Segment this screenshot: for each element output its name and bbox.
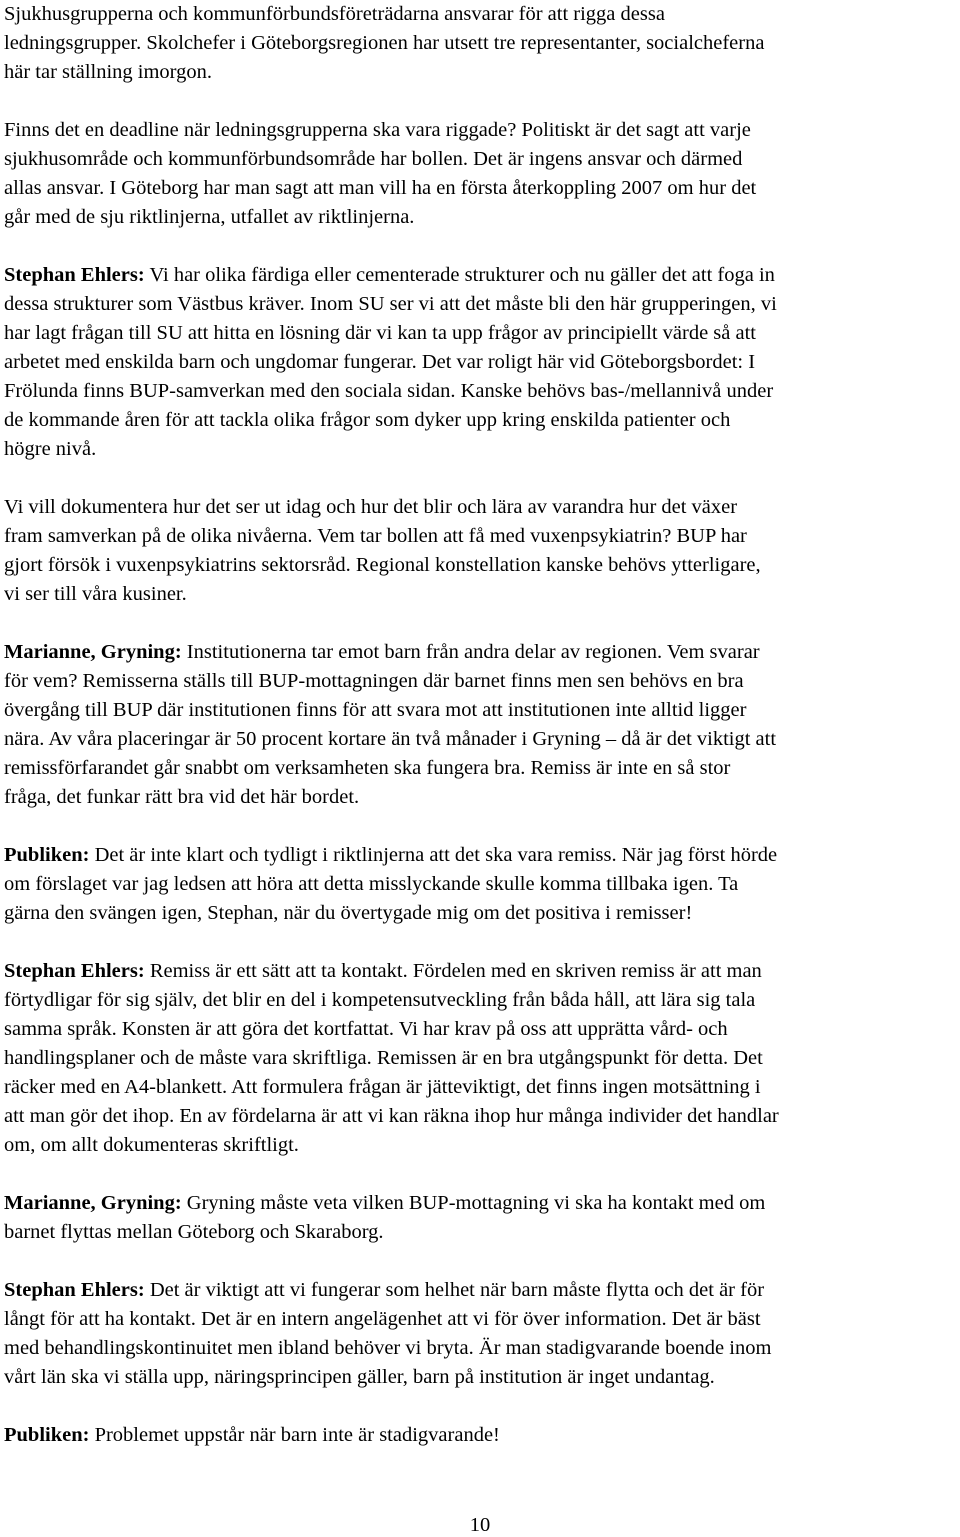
paragraph-speaker: Stephan Ehlers:	[4, 264, 145, 286]
paragraph-speaker: Publiken:	[4, 844, 90, 866]
paragraph-text: Finns det en deadline när ledningsgrupperna ska vara riggade? Politiskt är det sagt att varje sjukhusområde och kommunförbundsområde har bollen. Det är ingens ansvar och därmed allas ansvar. I Göteborg har man sagt att man vill ha en första återkoppling 2007 om hur det går med de sju riktlinjerna, utfallet av riktlinjerna.	[4, 119, 757, 228]
paragraph	[4, 957, 954, 1160]
paragraph-speaker: Stephan Ehlers:	[4, 1279, 145, 1301]
page-number: 10	[469, 1514, 491, 1536]
paragraph	[4, 493, 954, 609]
paragraph	[4, 0, 954, 87]
paragraph	[4, 1189, 954, 1247]
paragraph-text: Vi har olika färdiga eller cementerade strukturer och nu gäller det att foga in dessa strukturer som Västbus kräver. Inom SU ser vi att det måste bli den här grupperingen, vi har lagt frågan till SU att hitta en lösning där vi kan ta upp frågor av principiellt värde så att arbetet med enskilda barn och ungdomar fungerar. Det var roligt här vid Göteborgsbordet: I Frölunda finns BUP-samverkan med den sociala sidan. Kanske behövs bas-/mellannivå under de kommande åren för att tackla olika frågor som dyker upp kring enskilda patienter och högre nivå.	[4, 264, 777, 460]
paragraph	[4, 116, 954, 232]
paragraph-speaker: Stephan Ehlers:	[4, 960, 145, 982]
paragraph-text: Det är viktigt att vi fungerar som helhet när barn måste flytta och det är för långt för att ha kontakt. Det är en intern angelägenhet att vi för över information. Det är bäst med behandlingskontinuitet men ibland behöver vi bryta. Är man stadigvarande boende inom vårt län ska vi ställa upp, näringsprincipen gäller, barn på institution är inget undantag.	[4, 1279, 772, 1388]
paragraph-text: Vi vill dokumentera hur det ser ut idag och hur det blir och lära av varandra hur det växer fram samverkan på de olika nivåerna. Vem tar bollen att få med vuxenpsykiatrin? BUP har gjort försök i vuxenpsykiatrins sektorsråd. Regional konstellation kanske behövs ytterligare, vi ser till våra kusiner.	[4, 496, 761, 605]
paragraph-text: Problemet uppstår när barn inte är stadigvarande!	[89, 1424, 500, 1446]
paragraph	[4, 1276, 954, 1392]
paragraph-speaker: Marianne, Gryning:	[4, 1192, 182, 1214]
paragraph-text: Det är inte klart och tydligt i riktlinjerna att det ska vara remiss. När jag först hörde om förslaget var jag ledsen att höra att detta misslyckande skulle komma tillbaka igen. Ta gärna den svängen igen, Stephan, när du övertygade mig om det positiva i remisser!	[4, 844, 778, 924]
paragraph	[4, 1421, 954, 1450]
paragraph-speaker: Publiken:	[4, 1424, 90, 1446]
paragraph	[4, 261, 954, 464]
paragraph-text: Institutionerna tar emot barn från andra delar av regionen. Vem svarar för vem? Remisserna ställs till BUP-mottagningen där barnet finns men sen behövs en bra övergång till BUP där institutionen finns för att svara mot att institutionen inte alltid ligger nära. Av våra placeringar är 50 procent kortare än två månader i Gryning – då är det viktigt att remissförfarandet går snabbt om verksamheten ska fungera bra. Remiss är inte en så stor fråga, det funkar rätt bra vid det här bordet.	[4, 641, 777, 808]
paragraph	[4, 841, 954, 928]
paragraph-speaker: Marianne, Gryning:	[4, 641, 182, 663]
paragraph-text: Remiss är ett sätt att ta kontakt. Fördelen med en skriven remiss är att man förtydligar för sig själv, det blir en del i kompetensutveckling från båda håll, att lära sig tala samma språk. Konsten är att göra det kortfattat. Vi har krav på oss att upprätta vård- och handlingsplaner och de måste vara skriftliga. Remissen är en bra utgångspunkt för detta. Det räcker med en A4-blankett. Att formulera frågan är jätteviktigt, det finns ingen motsättning i att man gör det ihop. En av fördelarna är att vi kan räkna ihop hur många individer det handlar om, om allt dokumenteras skriftligt.	[4, 960, 779, 1156]
paragraph-text: Gryning måste veta vilken BUP-mottagning vi ska ha kontakt med om barnet flyttas mellan Göteborg och Skaraborg.	[4, 1192, 766, 1243]
paragraph	[4, 638, 954, 812]
paragraph-text: Sjukhusgrupperna och kommunförbundsföreträdarna ansvarar för att rigga dessa ledningsgrupper. Skolchefer i Göteborgsregionen har utsett tre representanter, socialcheferna här tar ställning imorgon.	[4, 3, 765, 83]
